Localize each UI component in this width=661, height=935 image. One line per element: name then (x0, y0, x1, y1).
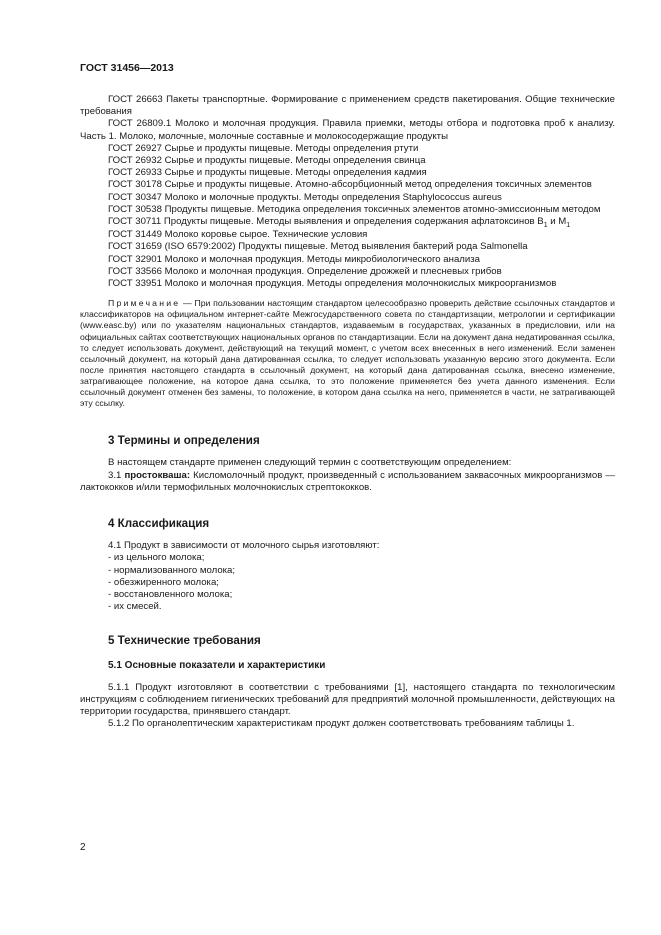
section-3-intro: В настоящем стандарте применен следующий термин с соответствующим определением: (108, 457, 512, 469)
note-label: Примечание (108, 298, 181, 309)
note-dash: — (180, 298, 195, 309)
definition-text: Кисломолочный продукт, произведенный с использованием заквасочных микроорганизмов — лактококков и/или термофильных молочнокислых стрептококков. (80, 469, 615, 493)
reference-item: ГОСТ 30538 Продукты пищевые. Методика определения токсичных элементов атомно-эмиссионным методом (108, 203, 601, 215)
page-content (80, 94, 615, 731)
reference-item: ГОСТ 26932 Сырье и продукты пищевые. Методы определения свинца (108, 155, 426, 167)
list-item: - нормализованного молока; (108, 564, 236, 576)
reference-item: ГОСТ 33566 Молоко и молочная продукция. Определение дрожжей и плесневых грибов (108, 265, 502, 277)
reference-item: ГОСТ 26927 Сырье и продукты пищевые. Методы определения ртути (108, 142, 419, 154)
note-paragraph (80, 298, 615, 409)
document-code-header: ГОСТ 31456—2013 (80, 62, 174, 74)
defined-term: простокваша: (124, 469, 191, 481)
section-3-title: 3 Термины и определения (108, 434, 260, 448)
reference-text-mid: и М (547, 216, 567, 228)
reference-item-aflatoxin (80, 216, 615, 229)
section-5-1-title: 5.1 Основные показатели и характеристики (108, 659, 326, 671)
list-item: - восстановленного молока; (108, 589, 233, 601)
subscript: 1 (566, 222, 571, 230)
reference-text: ГОСТ 30711 Продукты пищевые. Методы выявления и определения содержания афлатоксинов В (108, 216, 544, 228)
list-item: - обезжиренного молока; (108, 576, 219, 588)
reference-item: ГОСТ 26809.1 Молоко и молочная продукция. Правила приемки, методы отбора и подготовка проб к анализу. Часть 1. Молоко, молочные, молочные составные и молокосодержащие продукты (80, 118, 615, 142)
reference-item: ГОСТ 31449 Молоко коровье сырое. Технические условия (108, 229, 368, 241)
section-4-intro: 4.1 Продукт в зависимости от молочного сырья изготовляют: (108, 540, 380, 552)
reference-item: ГОСТ 30178 Сырье и продукты пищевые. Атомно-абсорбционный метод определения токсичных элементов (108, 179, 592, 191)
section-5-title: 5 Технические требования (108, 634, 261, 648)
page-number: 2 (80, 842, 86, 853)
term-definition (80, 470, 615, 494)
subscript: 1 (543, 222, 548, 230)
list-item: - их смесей. (108, 601, 162, 613)
reference-item: ГОСТ 26933 Сырье и продукты пищевые. Методы определения кадмия (108, 167, 427, 179)
reference-item: ГОСТ 32901 Молоко и молочная продукция. Методы микробиологического анализа (108, 253, 480, 265)
paragraph-5-1-1: 5.1.1 Продукт изготовляют в соответствии с требованиями [1], настоящего стандарта по технологическим инструкциям с соблюдением гигиенических требований для предприятий молочной промышленности, действующих на территории государства, принявшего стандарт. (80, 681, 615, 718)
definition-number: 3.1 (108, 469, 125, 481)
list-item: - из цельного молока; (108, 552, 205, 564)
paragraph-5-1-2: 5.1.2 По органолептическим характеристикам продукт должен соответствовать требованиям таблицы 1. (108, 718, 575, 730)
reference-item: ГОСТ 31659 (ISO 6579:2002) Продукты пищевые. Метод выявления бактерий рода Salmonella (108, 241, 528, 253)
note-text: При пользовании настоящим стандартом целесообразно проверить действие ссылочных стандартов и классификаторов на официальном интернет-сайте Межгосударственного совета по стандартизации, метрологии и сертификации (www.easc.by) или по указателям национальных стандартов, издаваемым в государствах, указанных в предисловии, или на официальных сайтах соответствующих национальных органов по стандартизации. Если на документ дана недатированная ссылка, то следует использовать документ, действующий на текущий момент, с учетом всех внесенных в него изменений. Если заменен ссылочный документ, на который дана датированная ссылка, то следует использовать указанную версию этого документа. Если после принятия настоящего стандарта в ссылочный документ, на который дана датированная ссылка, внесено изменение, затрагивающее положение, на которое дана ссылка, то это положение применяется без учета данного изменения. Если ссылочный документ отменен без замены, то положение, в котором дана ссылка на него, применяется в части, не затрагивающей эту ссылку. (80, 298, 615, 409)
section-4-title: 4 Классификация (108, 517, 210, 530)
reference-item: ГОСТ 26663 Пакеты транспортные. Формирование с применением средств пакетирования. Общие технические требования (80, 94, 615, 118)
reference-item: ГОСТ 30347 Молоко и молочные продукты. Методы определения Staphylococcus aureus (108, 191, 502, 203)
reference-item: ГОСТ 33951 Молоко и молочная продукция. Методы определения молочнокислых микроорганизмов (108, 278, 557, 290)
